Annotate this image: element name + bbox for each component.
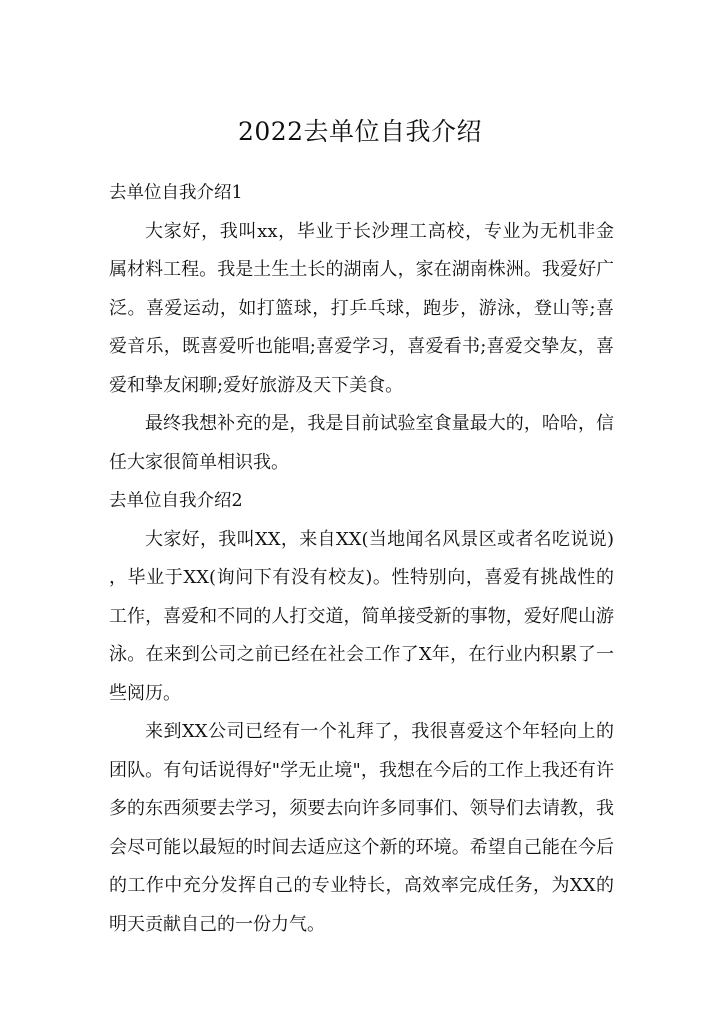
section-2 <box>109 482 614 944</box>
paragraph: 大家好，我叫XX，来自XX(当地闻名风景区或者名吃说说)，毕业于XX(询问下有没有校友)。性特别向，喜爱有挑战性的工作，喜爱和不同的人打交道，简单接受新的事物，爱好爬山游泳。在来到公司之前已经在社会工作了X年，在行业内积累了一些阅历。 <box>109 528 614 704</box>
section-1 <box>109 174 614 482</box>
section-heading: 去单位自我介绍2 <box>109 491 243 511</box>
paragraph: 最终我想补充的是，我是目前试验室食量最大的，哈哈，信任大家很简单相识我。 <box>109 413 614 473</box>
document-title: 2022去单位自我介绍 <box>237 117 483 146</box>
paragraph: 大家好，我叫xx，毕业于长沙理工高校，专业为无机非金属材料工程。我是土生土长的湖南人，家在湖南株洲。我爱好广泛。喜爱运动，如打篮球，打乒乓球，跑步，游泳，登山等;喜爱音乐，既喜爱听也能唱;喜爱学习，喜爱看书;喜爱交挚友，喜爱和挚友闲聊;爱好旅游及天下美食。 <box>109 220 614 396</box>
section-heading: 去单位自我介绍1 <box>109 183 243 203</box>
paragraph: 来到XX公司已经有一个礼拜了，我很喜爱这个年轻向上的团队。有句话说得好"学无止境"，我想在今后的工作上我还有许多的东西须要去学习，须要去向许多同事们、领导们去请教，我会尽可能以最短的时间去适应这个新的环境。希望自己能在今后的工作中充分发挥自己的专业特长，高效率完成任务，为XX的明天贡献自己的一份力气。 <box>109 721 614 935</box>
document-body <box>109 174 614 944</box>
